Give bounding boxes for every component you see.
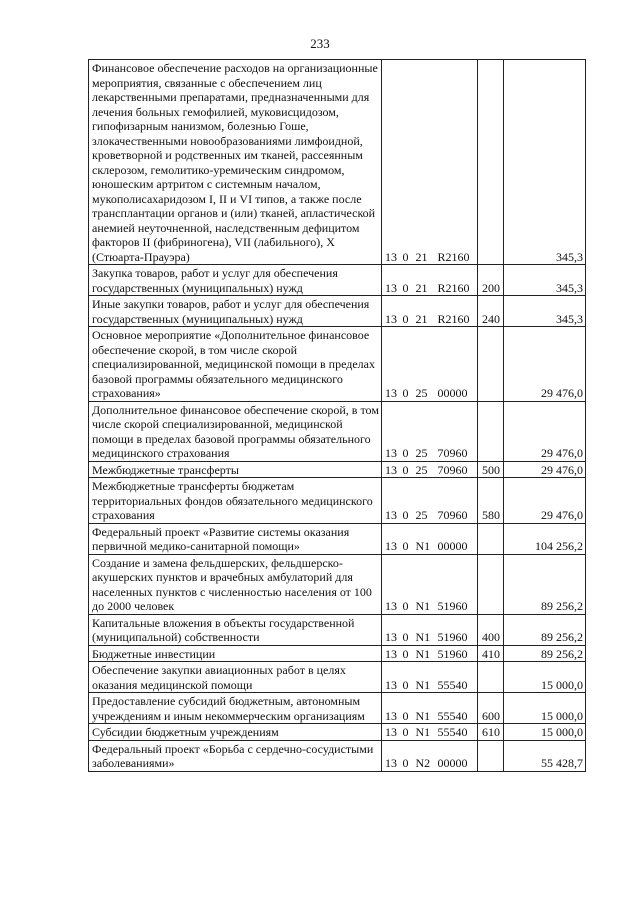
table-row <box>89 614 586 645</box>
direction-cell: R2160 <box>435 60 478 265</box>
amount-cell: 29 476,0 <box>504 461 586 478</box>
item-name-cell: Иные закупки товаров, работ и услуг для обеспечения государственных (муниципальных) нужд <box>89 296 382 327</box>
expense-type-cell: 600 <box>478 693 504 724</box>
code-cell: 13 <box>382 554 400 614</box>
direction-cell: 51960 <box>435 554 478 614</box>
table-row <box>89 478 586 524</box>
table-row <box>89 401 586 461</box>
table-row <box>89 662 586 693</box>
item-name-cell: Дополнительное финансовое обеспечение скорой, в том числе скорой специализированной, медицинской помощи в пределах базовой программы обязательного медицинского страхования <box>89 401 382 461</box>
table-row <box>89 693 586 724</box>
amount-cell: 29 476,0 <box>504 327 586 402</box>
sub-program-cell: 0 <box>400 554 413 614</box>
item-name-cell: Предоставление субсидий бюджетным, автономным учреждениям и иным некоммерческим организациям <box>89 693 382 724</box>
expense-type-cell: 410 <box>478 645 504 662</box>
amount-cell: 89 256,2 <box>504 645 586 662</box>
item-name-cell: Федеральный проект «Развитие системы оказания первичной медико-санитарной помощи» <box>89 523 382 554</box>
amount-cell: 29 476,0 <box>504 401 586 461</box>
main-event-cell: N1 <box>413 724 435 741</box>
main-event-cell: N1 <box>413 693 435 724</box>
direction-cell: 70960 <box>435 461 478 478</box>
expense-type-cell <box>478 401 504 461</box>
expense-type-cell <box>478 554 504 614</box>
direction-cell: 00000 <box>435 523 478 554</box>
sub-program-cell: 0 <box>400 645 413 662</box>
main-event-cell: N2 <box>413 740 435 771</box>
table-row <box>89 265 586 296</box>
code-cell: 13 <box>382 478 400 524</box>
code-cell: 13 <box>382 724 400 741</box>
sub-program-cell: 0 <box>400 296 413 327</box>
direction-cell: R2160 <box>435 265 478 296</box>
amount-cell: 89 256,2 <box>504 614 586 645</box>
sub-program-cell: 0 <box>400 327 413 402</box>
table-row <box>89 296 586 327</box>
page-number: 233 <box>310 36 330 51</box>
expense-type-cell: 200 <box>478 265 504 296</box>
direction-cell: 55540 <box>435 662 478 693</box>
sub-program-cell: 0 <box>400 724 413 741</box>
direction-cell: 70960 <box>435 478 478 524</box>
table-row <box>89 523 586 554</box>
table-row <box>89 724 586 741</box>
sub-program-cell: 0 <box>400 461 413 478</box>
expense-type-cell <box>478 740 504 771</box>
direction-cell: 55540 <box>435 693 478 724</box>
main-event-cell: 25 <box>413 327 435 402</box>
expense-type-cell: 400 <box>478 614 504 645</box>
amount-cell: 345,3 <box>504 60 586 265</box>
main-event-cell: 25 <box>413 461 435 478</box>
item-name-cell: Субсидии бюджетным учреждениям <box>89 724 382 741</box>
item-name-cell: Капитальные вложения в объекты государственной (муниципальной) собственности <box>89 614 382 645</box>
main-event-cell: N1 <box>413 614 435 645</box>
expense-type-cell <box>478 60 504 265</box>
sub-program-cell: 0 <box>400 523 413 554</box>
code-cell: 13 <box>382 401 400 461</box>
amount-cell: 345,3 <box>504 265 586 296</box>
item-name-cell: Закупка товаров, работ и услуг для обеспечения государственных (муниципальных) нужд <box>89 265 382 296</box>
direction-cell: 70960 <box>435 401 478 461</box>
code-cell: 13 <box>382 645 400 662</box>
item-name-cell: Межбюджетные трансферты <box>89 461 382 478</box>
item-name-cell: Бюджетные инвестиции <box>89 645 382 662</box>
code-cell: 13 <box>382 265 400 296</box>
amount-cell: 89 256,2 <box>504 554 586 614</box>
code-cell: 13 <box>382 296 400 327</box>
table-body <box>89 60 586 772</box>
main-event-cell: 21 <box>413 296 435 327</box>
direction-cell: 00000 <box>435 740 478 771</box>
expense-type-cell <box>478 523 504 554</box>
amount-cell: 15 000,0 <box>504 662 586 693</box>
direction-cell: 55540 <box>435 724 478 741</box>
sub-program-cell: 0 <box>400 60 413 265</box>
main-event-cell: 21 <box>413 60 435 265</box>
code-cell: 13 <box>382 327 400 402</box>
table-row <box>89 327 586 402</box>
table-row <box>89 740 586 771</box>
code-cell: 13 <box>382 523 400 554</box>
amount-cell: 15 000,0 <box>504 693 586 724</box>
sub-program-cell: 0 <box>400 662 413 693</box>
main-event-cell: N1 <box>413 523 435 554</box>
item-name-cell: Межбюджетные трансферты бюджетам территориальных фондов обязательного медицинского страхования <box>89 478 382 524</box>
code-cell: 13 <box>382 461 400 478</box>
budget-table <box>88 59 586 772</box>
direction-cell: R2160 <box>435 296 478 327</box>
amount-cell: 55 428,7 <box>504 740 586 771</box>
sub-program-cell: 0 <box>400 265 413 296</box>
expense-type-cell: 580 <box>478 478 504 524</box>
sub-program-cell: 0 <box>400 401 413 461</box>
sub-program-cell: 0 <box>400 614 413 645</box>
code-cell: 13 <box>382 740 400 771</box>
code-cell: 13 <box>382 614 400 645</box>
code-cell: 13 <box>382 662 400 693</box>
table-row <box>89 645 586 662</box>
table-row <box>89 554 586 614</box>
amount-cell: 29 476,0 <box>504 478 586 524</box>
sub-program-cell: 0 <box>400 478 413 524</box>
expense-type-cell <box>478 327 504 402</box>
item-name-cell: Создание и замена фельдшерских, фельдшерско-акушерских пунктов и врачебных амбулаторий для населенных пунктов с численностью населения от 100 до 2000 человек <box>89 554 382 614</box>
amount-cell: 345,3 <box>504 296 586 327</box>
direction-cell: 00000 <box>435 327 478 402</box>
item-name-cell: Основное мероприятие «Дополнительное финансовое обеспечение скорой, в том числе скорой специализированной, медицинской помощи в пределах базовой программы обязательного медицинского страхования» <box>89 327 382 402</box>
sub-program-cell: 0 <box>400 693 413 724</box>
code-cell: 13 <box>382 693 400 724</box>
main-event-cell: N1 <box>413 554 435 614</box>
item-name-cell: Обеспечение закупки авиационных работ в целях оказания медицинской помощи <box>89 662 382 693</box>
amount-cell: 104 256,2 <box>504 523 586 554</box>
main-event-cell: N1 <box>413 662 435 693</box>
sub-program-cell: 0 <box>400 740 413 771</box>
expense-type-cell: 240 <box>478 296 504 327</box>
item-name-cell: Финансовое обеспечение расходов на организационные мероприятия, связанные с обеспечением лиц лекарственными препаратами, предназначенными для лечения больных гемофилией, муковисцидозом, гипофизарным нанизмом, болезнью Гоше, злокачественными новообразованиями лимфоидной, кроветворной и родственных им тканей, рассеянным склерозом, гемолитико-уремическим синдромом, юношеским артритом с системным началом, мукополисахаридозом I, II и VI типов, а также после трансплантации органов и (или) тканей, апластической анемией неуточненной, наследственным дефицитом факторов II (фибриногена), VII (лабильного), X (Стюарта-Прауэра) <box>89 60 382 265</box>
amount-cell: 15 000,0 <box>504 724 586 741</box>
expense-type-cell: 500 <box>478 461 504 478</box>
code-cell: 13 <box>382 60 400 265</box>
expense-type-cell: 610 <box>478 724 504 741</box>
expense-type-cell <box>478 662 504 693</box>
item-name-cell: Федеральный проект «Борьба с сердечно-сосудистыми заболеваниями» <box>89 740 382 771</box>
direction-cell: 51960 <box>435 645 478 662</box>
direction-cell: 51960 <box>435 614 478 645</box>
main-event-cell: 25 <box>413 401 435 461</box>
main-event-cell: 21 <box>413 265 435 296</box>
main-event-cell: 25 <box>413 478 435 524</box>
main-event-cell: N1 <box>413 645 435 662</box>
table-row <box>89 60 586 265</box>
table-row <box>89 461 586 478</box>
